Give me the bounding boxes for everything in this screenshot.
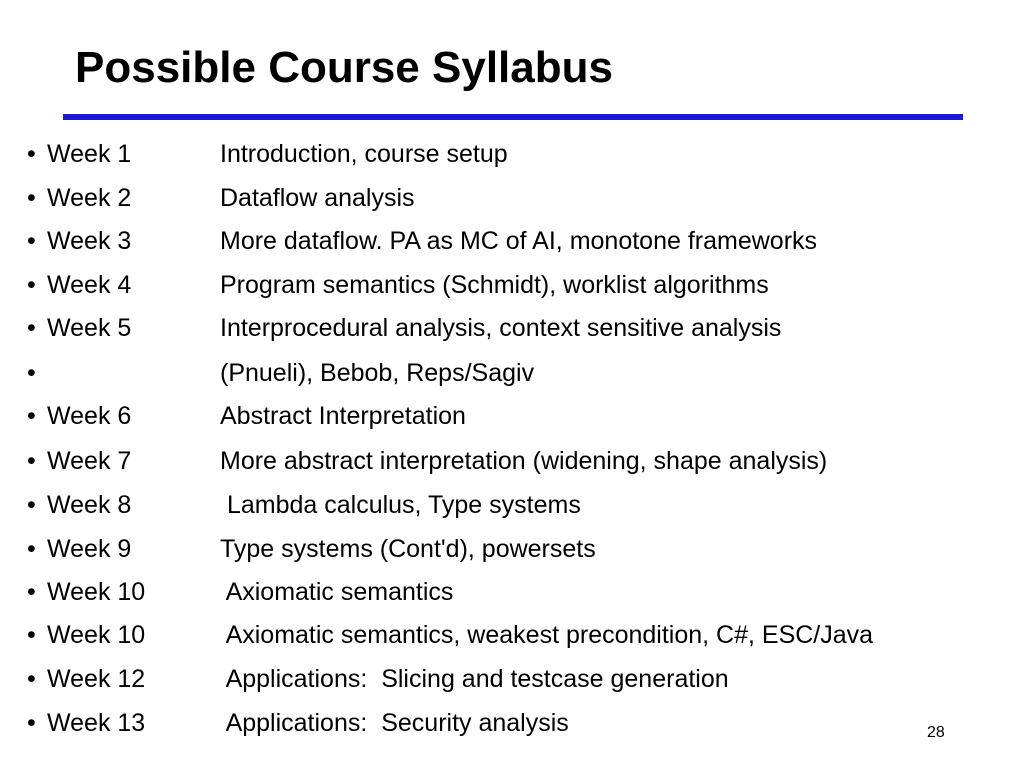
topic-text: Introduction, course setup bbox=[220, 140, 508, 168]
topic-text: Dataflow analysis bbox=[220, 184, 415, 212]
syllabus-row bbox=[0, 534, 1000, 578]
week-label: Week 5 bbox=[47, 314, 132, 342]
syllabus-row bbox=[0, 226, 1000, 270]
week-label: Week 2 bbox=[47, 184, 132, 212]
topic-text: Abstract Interpretation bbox=[220, 402, 466, 430]
week-label: Week 10 bbox=[47, 621, 146, 649]
topic-text: (Pnueli), Bebob, Reps/Sagiv bbox=[220, 359, 535, 387]
bullet: • bbox=[27, 402, 36, 430]
week-label: Week 12 bbox=[47, 665, 146, 693]
page-number: 28 bbox=[927, 724, 945, 741]
week-label: Week 4 bbox=[47, 271, 132, 299]
topic-text: Lambda calculus, Type systems bbox=[220, 491, 581, 519]
topic-text: Axiomatic semantics, weakest precondition, C#, ESC/Java bbox=[220, 621, 874, 649]
syllabus-row bbox=[0, 139, 1000, 183]
topic-text: Applications: Slicing and testcase generation bbox=[220, 665, 729, 693]
syllabus-row bbox=[0, 401, 1000, 445]
bullet: • bbox=[27, 271, 36, 299]
week-label: Week 13 bbox=[47, 709, 146, 737]
syllabus-row bbox=[0, 708, 1000, 752]
topic-text: Type systems (Cont'd), powersets bbox=[220, 535, 596, 563]
week-label: Week 1 bbox=[47, 140, 132, 168]
bullet: • bbox=[27, 535, 36, 563]
bullet: • bbox=[27, 621, 36, 649]
topic-text: Interprocedural analysis, context sensitive analysis bbox=[220, 314, 782, 342]
syllabus-row bbox=[0, 664, 1000, 708]
syllabus-row bbox=[0, 490, 1000, 534]
week-label: Week 3 bbox=[47, 227, 132, 255]
week-label: Week 9 bbox=[47, 535, 132, 563]
topic-text: More dataflow. PA as MC of AI, monotone frameworks bbox=[220, 227, 818, 255]
week-label: Week 7 bbox=[47, 447, 132, 475]
syllabus-row bbox=[0, 577, 1000, 621]
syllabus-row bbox=[0, 358, 1000, 402]
bullet: • bbox=[27, 665, 36, 693]
syllabus-row bbox=[0, 313, 1000, 357]
topic-text: Axiomatic semantics bbox=[220, 578, 454, 606]
week-label: Week 8 bbox=[47, 491, 132, 519]
syllabus-row bbox=[0, 183, 1000, 227]
week-label: Week 6 bbox=[47, 402, 132, 430]
topic-text: More abstract interpretation (widening, shape analysis) bbox=[220, 447, 828, 475]
bullet: • bbox=[27, 709, 36, 737]
syllabus-row bbox=[0, 446, 1000, 490]
topic-text: Applications: Security analysis bbox=[220, 709, 569, 737]
week-label: Week 10 bbox=[47, 578, 146, 606]
bullet: • bbox=[27, 227, 36, 255]
topic-text: Program semantics (Schmidt), worklist algorithms bbox=[220, 271, 769, 299]
bullet: • bbox=[27, 314, 36, 342]
bullet: • bbox=[27, 140, 36, 168]
bullet: • bbox=[27, 184, 36, 212]
bullet: • bbox=[27, 578, 36, 606]
bullet: • bbox=[27, 491, 36, 519]
syllabus-row bbox=[0, 620, 1000, 664]
slide-title: Possible Course Syllabus bbox=[75, 43, 613, 92]
syllabus-row bbox=[0, 270, 1000, 314]
bullet: • bbox=[27, 447, 36, 475]
bullet: • bbox=[27, 359, 36, 387]
